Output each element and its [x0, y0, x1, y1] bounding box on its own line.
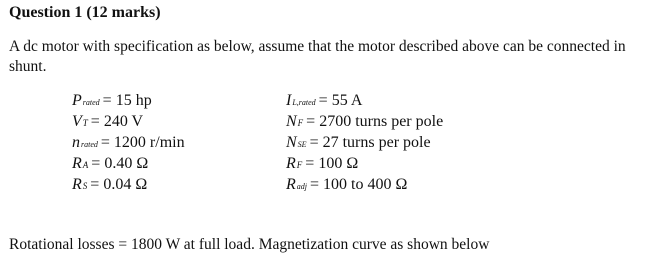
- spec-subscript: adj: [296, 182, 308, 191]
- spec-value: 2700 turns per pole: [319, 113, 444, 130]
- equals-sign: =: [306, 113, 316, 130]
- spec-list-left: [72, 90, 185, 195]
- equals-sign: =: [318, 92, 328, 109]
- spec-value: 240 V: [103, 113, 144, 130]
- spec-symbol: V: [72, 113, 82, 130]
- spec-subscript: S: [82, 181, 88, 191]
- spec-symbol: n: [72, 134, 80, 151]
- spec-subscript: rated: [82, 98, 100, 107]
- spec-series-resistance: [72, 174, 185, 195]
- spec-value: 15 hp: [115, 92, 152, 109]
- spec-field-resistance: [286, 153, 443, 174]
- spec-symbol: R: [286, 155, 296, 172]
- question-heading: Question 1 (12 marks): [9, 4, 161, 21]
- spec-symbol: I: [286, 92, 292, 109]
- spec-subscript: SE: [297, 140, 307, 149]
- spec-subscript: A: [82, 160, 89, 170]
- spec-rated-speed: [72, 132, 185, 153]
- spec-value: 27 turns per pole: [322, 134, 431, 151]
- spec-subscript: F: [297, 118, 304, 128]
- equals-sign: =: [102, 92, 112, 109]
- spec-list-right: [286, 90, 443, 195]
- equals-sign: =: [91, 155, 101, 172]
- spec-armature-resistance: [72, 153, 185, 174]
- spec-value: 1200 r/min: [113, 134, 185, 151]
- spec-value: 0.04 Ω: [103, 176, 148, 193]
- equals-sign: =: [90, 113, 100, 130]
- spec-terminal-voltage: [72, 111, 185, 132]
- equals-sign: =: [310, 176, 320, 193]
- spec-symbol: R: [72, 176, 82, 193]
- losses-note: Rotational losses = 1800 W at full load. Magnetization curve as shown below: [9, 236, 490, 253]
- equals-sign: =: [90, 176, 100, 193]
- spec-symbol: R: [286, 176, 296, 193]
- spec-symbol: N: [286, 113, 297, 130]
- spec-subscript: rated: [81, 140, 98, 149]
- spec-adjustable-resistance: [286, 174, 443, 195]
- spec-value: 55 A: [331, 92, 363, 109]
- spec-rated-line-current: [286, 90, 443, 111]
- spec-subscript: T: [82, 118, 88, 128]
- spec-rated-power: [72, 90, 185, 111]
- spec-symbol: N: [286, 134, 297, 151]
- spec-series-turns: [286, 132, 443, 153]
- equals-sign: =: [309, 134, 319, 151]
- spec-symbol: P: [72, 92, 82, 109]
- spec-value: 0.40 Ω: [104, 155, 149, 172]
- equals-sign: =: [305, 155, 315, 172]
- spec-subscript: L,rated: [292, 98, 316, 107]
- spec-value: 100 to 400 Ω: [323, 176, 408, 193]
- spec-subscript: F: [296, 160, 303, 170]
- equals-sign: =: [100, 134, 110, 151]
- question-intro: A dc motor with specification as below, assume that the motor described above can be connected in shunt.: [9, 38, 626, 75]
- spec-value: 100 Ω: [318, 155, 359, 172]
- spec-symbol: R: [72, 155, 82, 172]
- spec-field-turns: [286, 111, 443, 132]
